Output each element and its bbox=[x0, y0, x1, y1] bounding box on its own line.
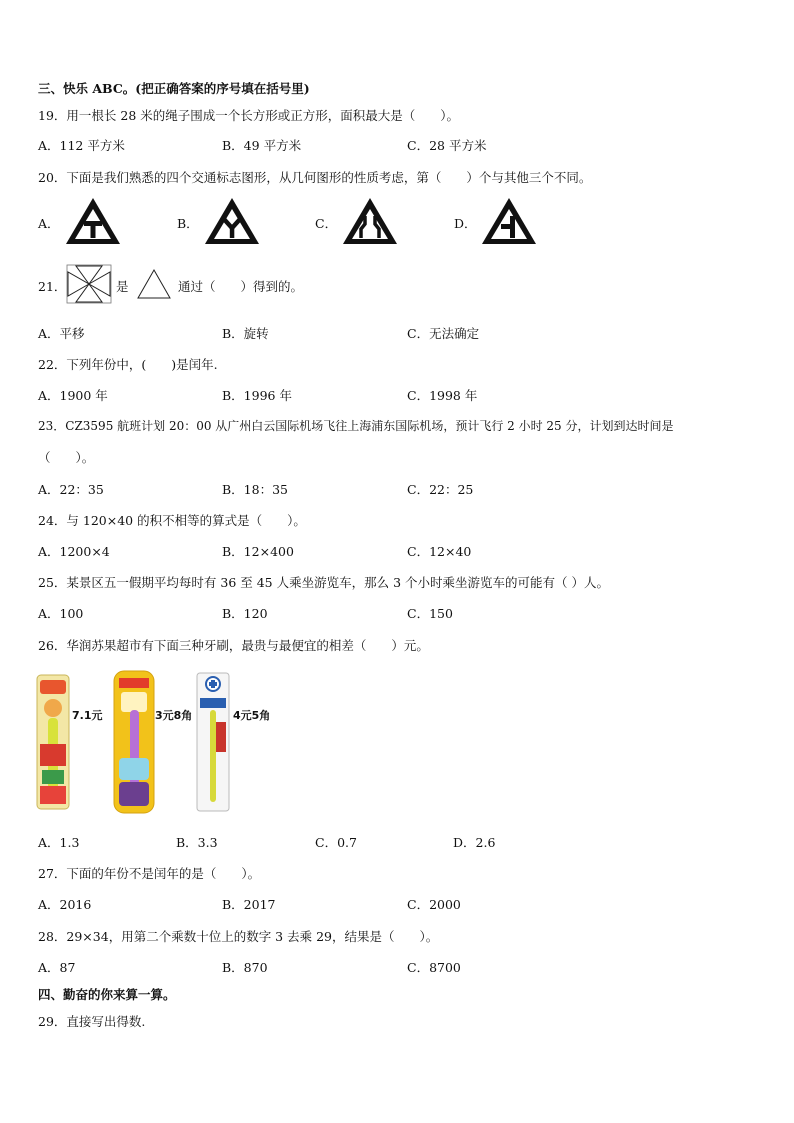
option-b[interactable]: B．870 bbox=[222, 960, 268, 975]
option-a[interactable]: A．22：35 bbox=[38, 482, 104, 497]
option-b[interactable]: B．120 bbox=[222, 606, 268, 621]
y-junction-sign-icon bbox=[203, 196, 261, 246]
question-29-text: 29．直接写出得数. bbox=[38, 1014, 146, 1029]
option-c[interactable]: C．28 平方米 bbox=[407, 138, 487, 153]
question-19-options bbox=[38, 136, 758, 154]
side-road-sign-icon bbox=[480, 196, 538, 246]
price-label-3: 4元5角 bbox=[233, 709, 271, 722]
triangle-figure-icon bbox=[136, 268, 172, 300]
question-25-text: 25．某景区五一假期平均每时有 36 至 45 人乘坐游览车，那么 3 个小时乘坐游览车的可能有（ ）人。 bbox=[38, 575, 609, 590]
question-24-text: 24．与 120×40 的积不相等的算式是（ ）。 bbox=[38, 513, 306, 528]
option-a[interactable]: A．2016 bbox=[38, 897, 92, 912]
question-20-text: 20．下面是我们熟悉的四个交通标志图形，从几何图形的性质考虑，第（ ）个与其他三个不同。 bbox=[38, 170, 592, 185]
question-21-number: 21． bbox=[38, 279, 67, 294]
price-label-1: 7.1元 bbox=[72, 709, 103, 722]
question-24-options bbox=[38, 542, 758, 560]
option-b[interactable]: B．3.3 bbox=[176, 835, 218, 850]
option-a[interactable]: A．1900 年 bbox=[38, 388, 108, 403]
t-junction-sign-icon bbox=[64, 196, 122, 246]
option-a[interactable]: A．平移 bbox=[38, 326, 85, 341]
question-27-text: 27．下面的年份不是闰年的是（ ）。 bbox=[38, 866, 261, 881]
question-26-options bbox=[38, 833, 758, 851]
traffic-signs-row: A． B． C． D． bbox=[38, 196, 598, 248]
option-c[interactable]: C．1998 年 bbox=[407, 388, 478, 403]
option-c[interactable]: C．150 bbox=[407, 606, 453, 621]
question-23-options bbox=[38, 480, 758, 498]
question-19-text: 19．用一根长 28 米的绳子围成一个长方形或正方形，面积最大是（ ）。 bbox=[38, 108, 460, 123]
question-22-options bbox=[38, 386, 758, 404]
road-narrows-sign-icon bbox=[341, 196, 399, 246]
option-b[interactable]: B．旋转 bbox=[222, 326, 269, 341]
pinwheel-figure-icon bbox=[66, 264, 112, 304]
option-c[interactable]: C．8700 bbox=[407, 960, 461, 975]
price-label-2: 3元8角 bbox=[155, 709, 193, 722]
question-23-text: 23．CZ3595 航班计划 20：00 从广州白云国际机场飞往上海浦东国际机场，预计飞行 2 小时 25 分，计划到达时间是 bbox=[38, 419, 674, 433]
option-b[interactable]: B．2017 bbox=[222, 897, 276, 912]
option-c[interactable]: C．2000 bbox=[407, 897, 461, 912]
question-28-options bbox=[38, 958, 758, 976]
question-26-text: 26．华润苏果超市有下面三种牙刷，最贵与最便宜的相差（ ）元。 bbox=[38, 638, 429, 653]
option-c[interactable]: C．无法确定 bbox=[407, 326, 480, 341]
question-22-text: 22．下列年份中，( )是闰年. bbox=[38, 357, 218, 372]
question-27-options bbox=[38, 895, 758, 913]
option-b[interactable]: B．12×400 bbox=[222, 544, 294, 559]
question-21-line bbox=[38, 277, 66, 295]
option-a[interactable]: A．1.3 bbox=[38, 835, 80, 850]
option-b[interactable]: B．18：35 bbox=[222, 482, 288, 497]
question-25-options bbox=[38, 604, 758, 622]
question-21-tail: 通过（ ）得到的。 bbox=[178, 279, 304, 294]
option-d[interactable]: D．2.6 bbox=[453, 835, 496, 850]
question-21-options bbox=[38, 324, 758, 342]
option-c[interactable]: C．0.7 bbox=[315, 835, 357, 850]
toothbrush-2-icon bbox=[113, 670, 155, 814]
question-23-text-cont: （ ）。 bbox=[38, 450, 95, 465]
option-c[interactable]: C．22：25 bbox=[407, 482, 474, 497]
option-a[interactable]: A．100 bbox=[38, 606, 84, 621]
option-b[interactable]: B．49 平方米 bbox=[222, 138, 302, 153]
toothbrush-1-icon bbox=[36, 674, 70, 810]
section-3-title: 三、快乐 ABC。(把正确答案的序号填在括号里) bbox=[38, 81, 310, 96]
option-c[interactable]: C．12×40 bbox=[407, 544, 472, 559]
option-a[interactable]: A．87 bbox=[38, 960, 76, 975]
question-28-text: 28．29×34，用第二个乘数十位上的数字 3 去乘 29，结果是（ ）。 bbox=[38, 929, 439, 944]
option-a[interactable]: A．1200×4 bbox=[38, 544, 110, 559]
toothbrush-3-icon bbox=[196, 672, 230, 812]
question-21-mid: 是 bbox=[116, 279, 129, 294]
section-4-title: 四、勤奋的你来算一算。 bbox=[38, 987, 176, 1002]
option-a[interactable]: A．112 平方米 bbox=[38, 138, 125, 153]
option-b[interactable]: B．1996 年 bbox=[222, 388, 292, 403]
